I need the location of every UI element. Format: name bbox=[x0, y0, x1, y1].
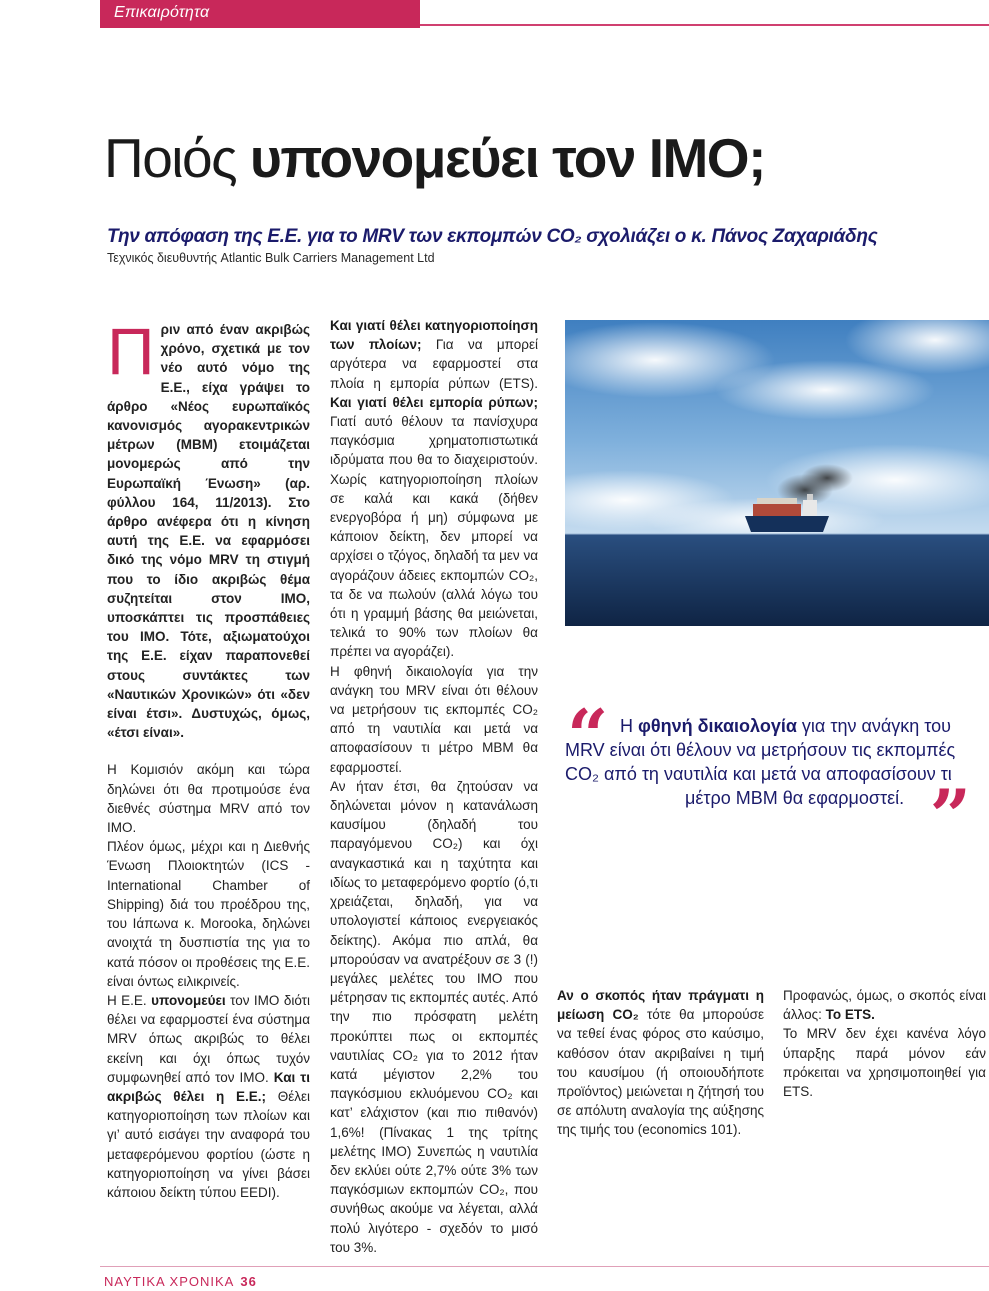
bottom-rule bbox=[100, 1266, 989, 1267]
text-run: Γιατί αυτό θέλουν τα πανίσχυρα παγκόσμια χρηματοπιστωτικά ιδρύματα που θα το διαχειριστούν. Χωρίς κατηγοριοποίηση πλοίων σε καλά και κακά (δήθεν ενεργοβόρα ή μη) σύμφωνα με κάποιον δείκτη, δεν μπορεί να αρχίσει ο τζόγος, δηλαδή τα μεν να αγοράζουν άδειες εκπομπών CO₂, τα δε να πωλούν (αλλά λόγω του ότι η γραμμή βάσης θα μειώνεται, τελικά το 90% των πλοίων θα πρέπει να αγοράζει). bbox=[330, 414, 538, 660]
paragraph: Αν ήταν έτσι, θα ζητούσαν να δηλώνεται μόνον η κατανάλωση καυσίμου (δηλαδή του παραγόμενου CO₂) και όχι αναγκαστικά και η ταχύτητα και ιδίως το μεταφερόμενο φορτίο (ό,τι χρειάζεται, δηλαδή, για να υπολογιστεί κάποιος ενεργειακός δείκτης). Ακόμα πιο απλά, θα μπορούσαν να ανατρέξουν σε 3 (!) μεγάλες μελέτες του IMO που μέτρησαν τις εκπομπές αυτές. Από την πιο πρόσφατη μελέτη προκύπτει πως οι εκπομπές ναυτιλίας CO₂ για το 2012 ήταν κατά μέγιστον 2,2% του παγκόσμιου εκλυόμενου CO₂ και κατ’ ελάχιστον (και πιο πιθανόν) 1,6%! (Πίνακας 1 της τρίτης μελέτης IMO) Συνεπώς η ναυτιλία δεν εκλύει ούτε 2,7% ούτε 3% των παγκόσμιων εκπομπών CO₂, που συνήθως ακούμε να λέγεται, αλλά πολύ λιγότερο - σχεδόν το μισό του 3%. bbox=[330, 778, 538, 1255]
text-run: για την ανάγκη του bbox=[801, 716, 951, 736]
quote-line: μέτρο MBM θα εφαρμοστεί. bbox=[685, 788, 905, 808]
headline-part-2: υπονομεύει τον IMO; bbox=[249, 127, 765, 189]
paragraph bbox=[330, 316, 538, 662]
paragraph bbox=[107, 991, 310, 1202]
section-tab bbox=[100, 0, 420, 28]
quote-line: CO₂ από τη ναυτιλία και μετά να αποφασίσουν τι bbox=[565, 764, 952, 784]
page-number: 36 bbox=[240, 1274, 257, 1289]
text-run: Θέλει κατηγοριοποίηση των πλοίων και γι’ αυτό εισάγει την αναφορά του μεταφερόμενου φορτίου (ώστε η κατηγοριοποίηση να γίνει βάσει κάποιου δείκτη τύπου EEDI). bbox=[107, 1088, 310, 1200]
emphasis: Αν ο σκοπός ήταν πράγματι η μείωση CO₂ bbox=[557, 988, 764, 1023]
dropcap: Π bbox=[107, 314, 155, 388]
emphasis: φθηνή δικαιολογία bbox=[638, 716, 797, 736]
quote-close-icon: ” bbox=[929, 773, 971, 858]
ship-photo-svg bbox=[565, 320, 989, 626]
byline: Τεχνικός διευθυντής Atlantic Bulk Carriers Management Ltd bbox=[107, 251, 435, 265]
headline bbox=[104, 128, 984, 189]
text-run: Η bbox=[620, 716, 633, 736]
emphasis: υπονομεύει bbox=[151, 992, 226, 1008]
text-run: Για να μπορεί αργότερα να εφαρμοστεί στα πλοία η εμπορία ρύπων (ETS). bbox=[330, 337, 538, 391]
sea bbox=[565, 534, 989, 626]
pull-quote-text bbox=[565, 714, 989, 810]
column-1 bbox=[107, 314, 310, 1202]
emphasis: Το ETS. bbox=[825, 1007, 875, 1023]
magazine-name: ΝΑΥΤΙΚΑ ΧΡΟΝΙΚΑ bbox=[104, 1274, 235, 1289]
text-run: Η Ε.Ε. bbox=[107, 992, 147, 1008]
text-run: τον IMO διότι θέλει να εφαρμοστεί ένα σύστημα MRV όπως ακριβώς το θέλει εκείνη και όχι όπως τυχόν συμφωνηθεί από τον IMO. bbox=[107, 992, 310, 1085]
paragraph bbox=[557, 986, 764, 1140]
column-3 bbox=[557, 986, 764, 1140]
emphasis: Και γιατί θέλει κατηγοριοποίηση των πλοίων; bbox=[330, 318, 538, 353]
ship-photo bbox=[565, 320, 989, 626]
quote-line: MRV είναι ότι θέλουν να μετρήσουν τις εκπομπές bbox=[565, 740, 956, 760]
text-run: Προφανώς, όμως, ο σκοπός είναι άλλος: bbox=[783, 988, 986, 1023]
emphasis: Και τι ακριβώς θέλει η Ε.Ε.; bbox=[107, 1069, 310, 1104]
text-run: τότε θα μπορούσε να τεθεί ένας φόρος στο καύσιμο, καθόσον όταν ακριβαίνει η τιμή του καυσίμου (ή οποιουδήποτε προϊόντος) μειώνεται η ζήτησή του σε απόλυτη αναλογία της αύξησης της τιμής του (economics 101). bbox=[557, 1007, 764, 1138]
lead-paragraph bbox=[107, 314, 310, 742]
subhead: Την απόφαση της Ε.Ε. για το MRV των εκπομπών CO₂ σχολιάζει ο κ. Πάνος Ζαχαριάδης bbox=[107, 226, 878, 247]
section-label: Επικαιρότητα bbox=[114, 4, 210, 21]
paragraph: Η Κομισιόν ακόμη και τώρα δηλώνει ότι θα προτιμούσε ένα διεθνές σύστημα MRV από τον IMO. bbox=[107, 762, 310, 836]
column-4 bbox=[783, 986, 986, 1101]
column-2 bbox=[330, 316, 538, 1257]
top-rule bbox=[420, 24, 989, 26]
folio bbox=[104, 1274, 257, 1289]
smoke bbox=[801, 464, 853, 492]
lead-text: ριν από έναν ακριβώς χρόνο, σχετικά με τον νέο αυτό νόμο της Ε.Ε., είχα γράψει το άρθρο «Νέος ευρωπαϊκός κανονισμός αγορακεντρικών μέτρων (MBM) ετοιμάζεται μονομερώς από την Ευρωπαϊκή Ένωση» (αρ. φύλλου 164, 11/2013). Στο άρθρο ανέφερα ότι η κίνηση αυτή της Ε.Ε. να εφαρμόσει δικό της νόμο MRV τη στιγμή που το ίδιο ακριβώς θέμα συζητείται στον IMO, υποσκάπτει τις προσπάθειες του IMO. Τότε, αξιωματούχοι της Ε.Ε. είχαν παραπονεθεί στους συντάκτες των «Ναυτικών Χρονικών» ότι «δεν είναι έτσι». Δυστυχώς, όμως, «έτσι είναι». bbox=[107, 322, 310, 741]
paragraph: Το MRV δεν έχει κανένα λόγο ύπαρξης παρά μόνον εάν πρόκειται να χρησιμοποιηθεί για ETS. bbox=[783, 1026, 986, 1100]
emphasis: Και γιατί θέλει εμπορία ρύπων; bbox=[330, 394, 538, 410]
paragraph: Η φθηνή δικαιολογία για την ανάγκη του MRV είναι ότι θέλουν να μετρήσουν τις εκπομπές CO₂ από τη ναυτιλία και μετά να αποφασίσουν τι μέτρο MBM θα εφαρμοστεί. bbox=[330, 663, 538, 775]
headline-part-1: Ποιός bbox=[104, 127, 237, 189]
pull-quote bbox=[565, 693, 989, 858]
quote-open-icon: “ bbox=[567, 693, 609, 778]
quote-line bbox=[565, 714, 989, 738]
paragraph bbox=[783, 986, 986, 1024]
paragraph: Πλέον όμως, μέχρι και η Διεθνής Ένωση Πλοιοκτητών (ICS - International Chamber of Shipping) διά του προέδρου της, του Ιάπωνα κ. Morooka, δηλώνει ανοιχτά τη δυσπιστία της για το κατά πόσον οι προθέσεις της Ε.Ε. είναι όντως ειλικρινείς. bbox=[107, 839, 310, 989]
